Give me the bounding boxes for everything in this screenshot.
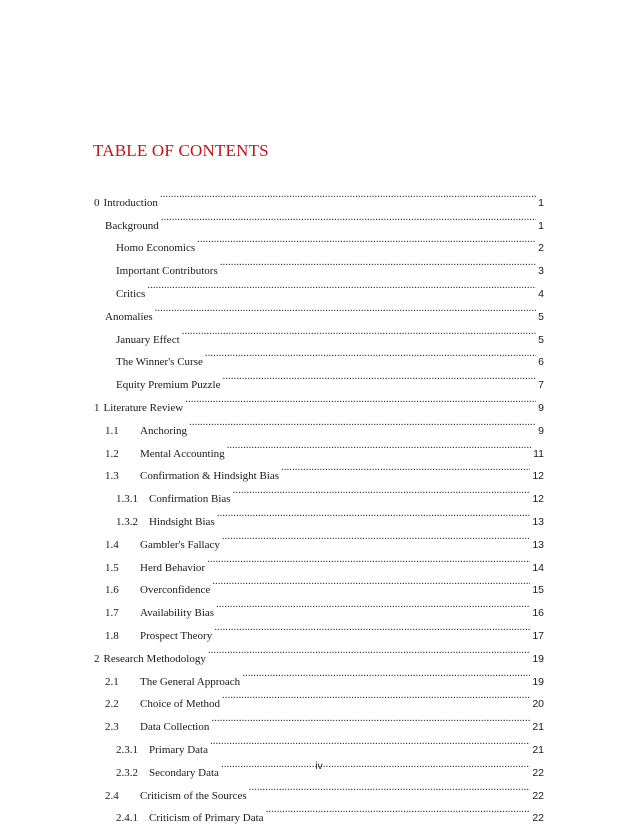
dot-leader <box>216 593 530 616</box>
toc-entry-page: 12 <box>532 493 544 506</box>
dot-leader <box>220 251 536 274</box>
toc-entry[interactable] <box>0 411 638 437</box>
toc-entry-number: 1.3.2 <box>116 515 138 528</box>
toc-entry-page: 17 <box>532 629 544 642</box>
dot-leader <box>160 183 536 206</box>
toc-entry[interactable] <box>0 707 638 734</box>
toc-entry-title: Introduction <box>103 196 158 209</box>
toc-entry-title: Mental Accounting <box>140 447 225 460</box>
toc-entry-number: 2.3.1 <box>116 743 138 756</box>
dot-leader <box>281 457 530 480</box>
toc-entry-number: 1.1 <box>105 424 119 437</box>
toc-entry-page: 19 <box>532 652 544 665</box>
toc-entry-page: 21 <box>532 721 544 734</box>
dot-leader <box>161 206 536 229</box>
toc-entry-title: Confirmation & Hindsight Bias <box>140 470 280 483</box>
toc-entry[interactable] <box>0 616 638 642</box>
toc-entry[interactable] <box>0 662 638 688</box>
toc-entry-number: 2.3 <box>105 721 119 734</box>
toc-entry-title: Important Contributors <box>116 265 218 278</box>
toc-entry-page: 22 <box>532 766 544 779</box>
toc-entry-title: Critics <box>116 287 146 300</box>
toc-entry-title: Criticism of the Sources <box>140 789 247 802</box>
toc-entry[interactable] <box>0 730 638 756</box>
dot-leader <box>212 571 530 594</box>
toc-entry-page: 5 <box>538 310 544 323</box>
toc-entry[interactable] <box>0 548 638 574</box>
toc-entry-title: January Effect <box>116 333 180 346</box>
toc-entry[interactable] <box>0 525 638 551</box>
dot-leader <box>210 730 530 753</box>
toc-entry-title: The General Approach <box>140 675 241 688</box>
dot-leader <box>189 411 536 434</box>
toc-entry[interactable] <box>0 457 638 483</box>
toc-entry-page: 12 <box>532 470 544 483</box>
dot-leader <box>182 320 537 343</box>
dot-leader <box>233 479 531 502</box>
toc-entry-title: Background <box>105 219 159 232</box>
toc-entry-page: 22 <box>532 812 544 825</box>
toc-entry-title: Overconfidence <box>140 584 211 597</box>
toc-entry-number: 2.2 <box>105 698 119 711</box>
toc-entry-page: 3 <box>538 265 544 278</box>
dot-leader <box>207 548 530 571</box>
toc-entry-page: 16 <box>532 607 544 620</box>
toc-entry-number: 1.2 <box>105 447 119 460</box>
toc-entry-page: 21 <box>532 743 544 756</box>
toc-entry-number: 2.1 <box>105 675 119 688</box>
dot-leader <box>222 685 530 708</box>
toc-entry-title: Literature Review <box>103 401 184 414</box>
toc-entry[interactable] <box>0 297 638 323</box>
toc-entry[interactable] <box>0 479 638 506</box>
toc-entry-title: Anchoring <box>140 424 188 437</box>
toc-entry-number: 2 <box>94 652 100 665</box>
toc-entry[interactable] <box>0 183 638 209</box>
toc-entry[interactable] <box>0 274 638 300</box>
toc-entry-page: 13 <box>532 515 544 528</box>
toc-entry-title: Choice of Method <box>140 698 221 711</box>
toc-entry[interactable] <box>0 251 638 278</box>
toc-entry-page: 14 <box>532 561 544 574</box>
toc-entry-title: Criticism of Primary Data <box>149 812 264 825</box>
dot-leader <box>211 707 530 730</box>
toc-entry-number: 1.3 <box>105 470 119 483</box>
dot-leader <box>222 365 536 388</box>
toc-entry[interactable] <box>0 799 638 825</box>
toc-entry[interactable] <box>0 571 638 597</box>
toc-entry[interactable] <box>0 343 638 369</box>
dot-leader <box>208 639 530 662</box>
toc-entry-page: 7 <box>538 379 544 392</box>
toc-entry-page: 1 <box>538 196 544 209</box>
dot-leader <box>185 388 536 411</box>
dot-leader <box>155 297 536 320</box>
toc-entry-title: Anomalies <box>105 310 153 323</box>
toc-entry-page: 11 <box>533 447 544 460</box>
toc-entry[interactable] <box>0 206 638 232</box>
dot-leader <box>217 502 531 525</box>
toc-entry[interactable] <box>0 434 638 460</box>
dot-leader <box>266 799 531 822</box>
toc-entry-number: 1.4 <box>105 538 119 551</box>
toc-entry-title: Gambler's Fallacy <box>140 538 220 551</box>
dot-leader <box>249 776 531 799</box>
toc-entry-title: Secondary Data <box>149 766 219 779</box>
toc-entry-title: Confirmation Bias <box>149 493 231 506</box>
toc-entry-page: 4 <box>538 287 544 300</box>
toc-entry-page: 19 <box>532 675 544 688</box>
toc-entry-title: Research Methodology <box>103 652 206 665</box>
toc-entry-number: 1.5 <box>105 561 119 574</box>
dot-leader <box>197 229 536 252</box>
dot-leader <box>227 434 531 457</box>
page-title: TABLE OF CONTENTS <box>93 141 269 160</box>
toc-entry-title: Data Collection <box>140 721 210 734</box>
toc-entry[interactable] <box>0 320 638 346</box>
table-of-contents <box>0 183 638 825</box>
toc-entry-number: 1.6 <box>105 584 119 597</box>
dot-leader <box>205 343 536 366</box>
toc-entry-number: 2.4.1 <box>116 812 138 825</box>
toc-entry-number: 0 <box>94 196 100 209</box>
toc-entry-title: Equity Premium Puzzle <box>116 379 221 392</box>
toc-entry-page: 15 <box>532 584 544 597</box>
toc-entry-number: 2.4 <box>105 789 119 802</box>
toc-entry-title: Herd Behavior <box>140 561 206 574</box>
toc-entry-title: Hindsight Bias <box>149 515 215 528</box>
toc-entry-page: 20 <box>532 698 544 711</box>
toc-entry-number: 1.3.1 <box>116 493 138 506</box>
toc-entry-title: The Winner's Curse <box>116 356 203 369</box>
toc-entry-page: 5 <box>538 333 544 346</box>
toc-entry[interactable] <box>0 593 638 620</box>
toc-entry-title: Availability Bias <box>140 607 215 620</box>
toc-entry[interactable] <box>0 639 638 665</box>
dot-leader <box>214 616 530 639</box>
toc-entry-page: 9 <box>538 424 544 437</box>
toc-entry[interactable] <box>0 365 638 392</box>
toc-entry-title: Prospect Theory <box>140 629 213 642</box>
toc-entry[interactable] <box>0 229 638 255</box>
toc-entry-title: Homo Economics <box>116 242 196 255</box>
toc-entry[interactable] <box>0 502 638 528</box>
dot-leader <box>242 662 530 685</box>
toc-entry-page: 6 <box>538 356 544 369</box>
toc-entry-page: 13 <box>532 538 544 551</box>
toc-entry-number: 2.3.2 <box>116 766 138 779</box>
toc-entry-page: 22 <box>532 789 544 802</box>
toc-entry-page: 9 <box>538 401 544 414</box>
toc-entry[interactable] <box>0 685 638 711</box>
toc-entry-page: 2 <box>538 242 544 255</box>
toc-entry[interactable] <box>0 388 638 414</box>
toc-entry-page: 1 <box>538 219 544 232</box>
toc-entry-title: Primary Data <box>149 743 208 756</box>
toc-entry[interactable] <box>0 776 638 802</box>
dot-leader <box>222 525 530 548</box>
toc-entry-number: 1.8 <box>105 629 119 642</box>
dot-leader <box>147 274 536 297</box>
page-number-footer: iv <box>315 760 323 772</box>
toc-entry-number: 1 <box>94 401 100 414</box>
toc-entry-number: 1.7 <box>105 607 119 620</box>
